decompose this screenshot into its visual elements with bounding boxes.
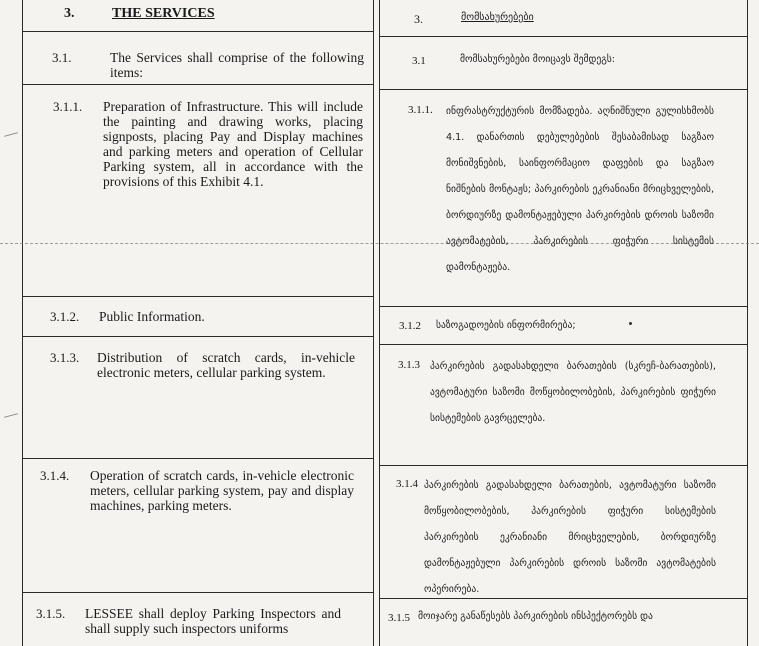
scan-mark xyxy=(4,413,18,418)
left-rule xyxy=(22,592,374,593)
section-text: LESSEE shall deploy Parking Inspectors and shall supply such inspectors uniforms xyxy=(85,606,341,636)
column-divider-left xyxy=(373,0,374,646)
section-number: 3.1.5. xyxy=(36,606,66,621)
section-text xyxy=(446,99,714,281)
left-rule xyxy=(22,84,374,85)
section-number: 3.1.2. xyxy=(50,309,80,324)
section-number: 3.1 xyxy=(412,55,426,67)
section-number: 3.1.1. xyxy=(408,104,433,116)
section-number: 3.1.1. xyxy=(53,99,83,114)
section-text: პარკირების გადასახდელი ბარათების (სკრეჩ-ბარათების), ავტომატური საზომი მოწყობილობების, პარკირების ფიჭური სისტემების გავრცელება. xyxy=(430,361,716,424)
right-heading xyxy=(414,10,734,28)
section-text: The Services shall comprise of the following items: xyxy=(110,50,364,80)
right-heading-number: 3. xyxy=(414,12,423,26)
left-heading-number: 3. xyxy=(64,6,75,21)
section-text: Preparation of Infrastructure. This will include the painting and drawing works, placing signposts, placing Pay and Display machines and parking meters and operation of Cellular Parking system, all in accordance with the provisions of this Exhibit 4.1. xyxy=(103,99,363,189)
scan-mark xyxy=(4,132,18,137)
right-heading-title: მომსახურებები xyxy=(461,12,534,23)
right-rule xyxy=(380,344,748,345)
section-number: 3.1.3 xyxy=(398,359,420,371)
section-number: 3.1.2 xyxy=(399,320,421,332)
right-rule xyxy=(380,36,748,37)
section-text-content: ინფრასტრუქტურის მომზადება. აღნიშნული გულისხმობს 4.1. დანართის დებულებების შესაბამისად საგზაო მონიშვნების, საინფორმაციო დაფების და საგზაო ნიშნების მონტაჟს; პარკირების ეკრანიანი მრიცხველების, ბორდიურზე დამონტაჟებული პარკირების დროის საზომი ავტომატების, პარკირების ფიჭური სისტემის დამონტაჟება. xyxy=(446,106,714,273)
left-rule xyxy=(22,458,374,459)
left-rule xyxy=(22,336,374,337)
right-border xyxy=(747,0,748,646)
section-text: Distribution of scratch cards, in-vehicle electronic meters, cellular parking system. xyxy=(97,350,355,380)
right-rule xyxy=(380,465,748,466)
left-heading xyxy=(64,6,364,21)
right-rule xyxy=(380,89,748,90)
left-heading-title: THE SERVICES xyxy=(112,6,215,21)
section-text: Public Information. xyxy=(99,309,205,324)
section-number: 3.1.4 xyxy=(396,478,418,490)
section-text: მოიჯარე განაწესებს პარკირების ინსპექტორებს და xyxy=(418,611,653,622)
section-text: მომსახურებები მოიცავს შემდეგს: xyxy=(460,54,616,65)
column-divider-right xyxy=(379,0,380,646)
section-text: საზოგადოების ინფორმირება; xyxy=(436,320,576,331)
section-number: 3.1.5 xyxy=(388,612,410,624)
section-text: Operation of scratch cards, in-vehicle electronic meters, cellular parking system, pay and display machines, parking meters. xyxy=(90,468,354,513)
left-border xyxy=(22,0,23,646)
section-text: პარკირების გადასახდელი ბარათების, ავტომატური საზომი მოწყობილობების, პარკირების ფიჭური სისტემების პარკირების ეკრანიანი მრიცხველების, ბორდიურზე დამონტაჟებული პარკირების დროის საზომი ავტომატების ოპერირება. xyxy=(424,480,716,595)
left-rule xyxy=(22,31,374,32)
right-rule xyxy=(380,306,748,307)
section-number: 3.1. xyxy=(52,50,72,65)
section-number: 3.1.3. xyxy=(50,350,80,365)
left-rule xyxy=(22,296,374,297)
section-number: 3.1.4. xyxy=(40,468,70,483)
